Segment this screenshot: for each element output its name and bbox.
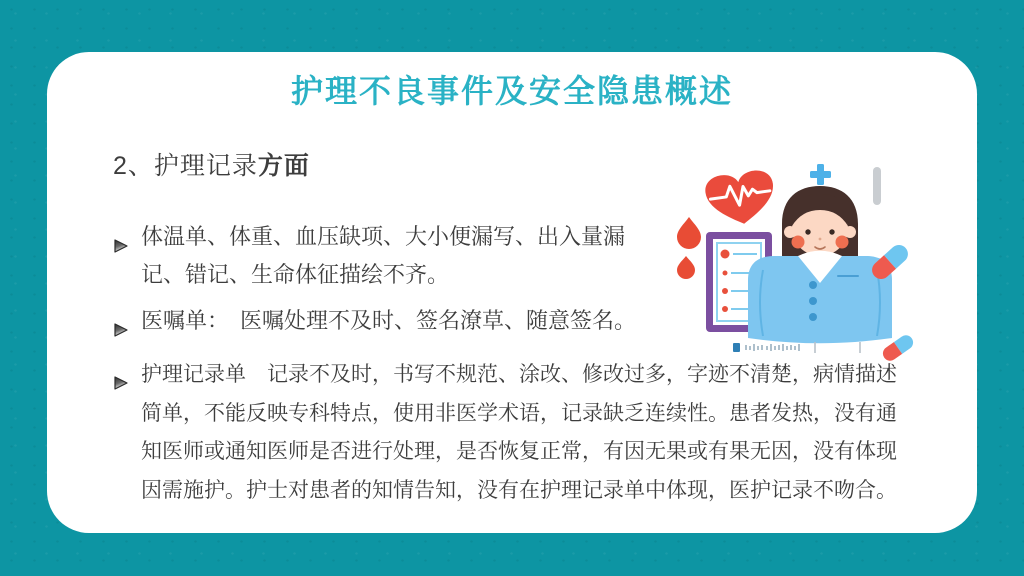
section-heading-emphasis: 方面 [257, 152, 310, 180]
bullet-line: 医嘱单： 医嘱处理不及时、签名潦草、随意签名。 [141, 308, 637, 333]
bullet-arrow-icon [113, 366, 129, 382]
section-heading [113, 146, 310, 182]
heartbeat-heart-icon [703, 168, 777, 228]
bullet-line: 护理记录单 记录不及时，书写不规范、涂改、修改过多，字迹不清楚，病情描述 [141, 363, 897, 386]
medical-cross-icon [810, 164, 831, 185]
bullet-item [113, 218, 701, 294]
bullet-arrow-icon [113, 312, 129, 328]
bullet-item [113, 356, 957, 510]
bullet-arrow-icon [113, 228, 129, 244]
content-card [47, 52, 977, 533]
bullet-line: 简单，不能反映专科特点，使用非医学术语，记录缺乏连续性。患者发热，没有通 [141, 401, 897, 425]
gray-bar [873, 167, 881, 205]
nurse-illustration [670, 152, 920, 367]
section-heading-prefix: 2、护理记录 [113, 152, 258, 180]
ruler-scale [733, 342, 860, 353]
bullet-line: 记、错记、生命体征描绘不齐。 [141, 262, 450, 287]
bullet-item [113, 302, 761, 340]
blood-drop-icon [677, 217, 701, 279]
bullet-line: 体温单、体重、血压缺项、大小便漏写、出入量漏 [141, 224, 626, 249]
slide-title: 护理不良事件及安全隐患概述 [290, 73, 733, 109]
bullet-line: 因需施护。护士对患者的知情告知，没有在护理记录单中体现，医护记录不吻合。 [141, 478, 897, 502]
bullet-line: 知医师或通知医师是否进行处理，是否恢复正常，有因无果或有果无因，没有体现 [141, 440, 897, 463]
